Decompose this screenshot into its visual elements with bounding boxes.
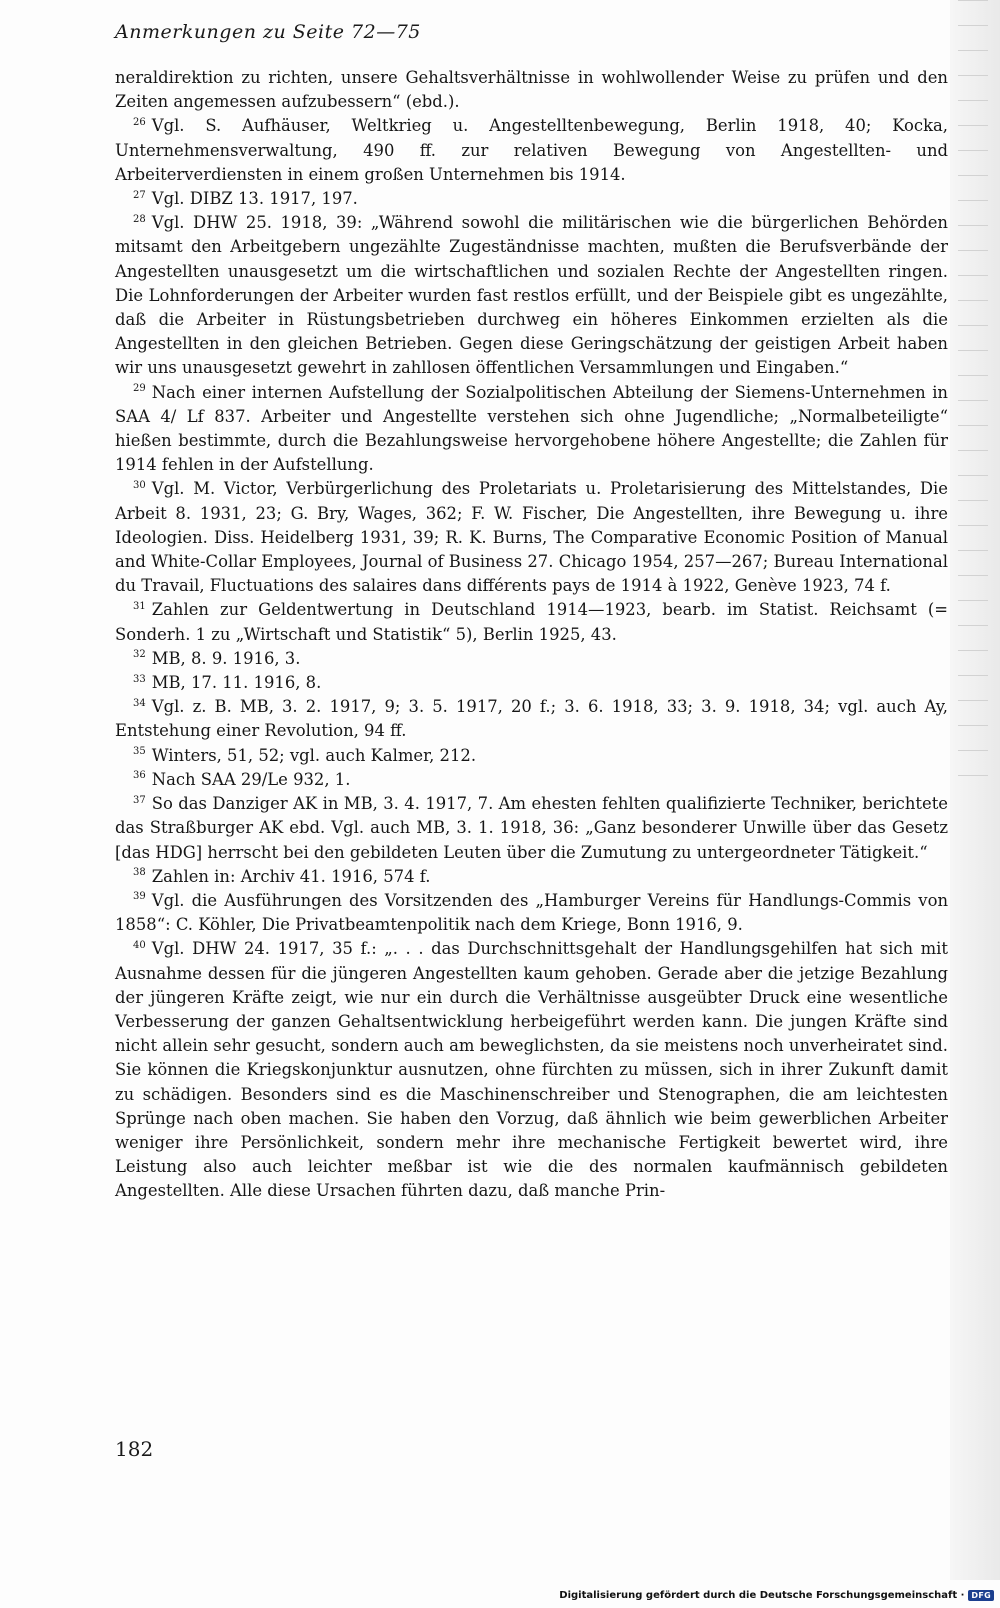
footnote-31 — [115, 598, 948, 646]
footnote-32 — [115, 647, 948, 671]
footnote-text: Zahlen in: Archiv 41. 1916, 574 f. — [151, 866, 431, 886]
footnote-37 — [115, 792, 948, 865]
footnote-text: Vgl. M. Victor, Verbürgerlichung des Proletariats u. Proletarisierung des Mittelstandes, Die Arbeit 8. 1931, 23; G. Bry, Wages, 362; F. W. Fischer, Die Angestellten, ihre Bewegung u. ihre Ideologien. Diss. Heidelberg 1931, 39; R. K. Burns, The Comparative Economic Position of Manual and White-Collar Employees, Journal of Business 27. Chicago 1954, 257—267; Bureau International du Travail, Fluctuations des salaires dans différents pays de 1914 à 1922, Genève 1923, 74 f. — [115, 479, 948, 596]
footnote-30 — [115, 477, 948, 598]
footnote-number: 37 — [133, 794, 146, 806]
footnote-number: 30 — [133, 479, 146, 491]
footnote-text: Vgl. DHW 25. 1918, 39: „Während sowohl die militärischen wie die bürgerlichen Behörden mitsamt den Arbeitgebern ungezählte Zugeständnisse machten, mußten die Berufsverbände der Angestellten unausgesetzt um die wirtschaftlichen und sozialen Rechte der Angestellten ringen. Die Lohnforderungen der Arbeiter wurden fast restlos erfüllt, und der Beispiele gibt es ungezählte, daß die Arbeiter in Rüstungsbetrieben durchweg ein höheres Einkommen erzielten als die Angestellten in den gleichen Betrieben. Gegen diese Geringschätzung der geistigen Arbeit haben wir uns unausgesetzt gewehrt in zahllosen öffentlichen Versammlungen und Eingaben.“ — [115, 213, 948, 378]
footnote-number: 34 — [133, 697, 146, 709]
footnote-number: 35 — [133, 746, 146, 758]
footnote-number: 31 — [133, 601, 146, 612]
footnote-text: Zahlen zur Geldentwertung in Deutschland 1914—1923, bearb. im Statist. Reichsamt (= Sonderh. 1 zu „Wirtschaft und Statistik“ 5), Berlin 1925, 43. — [115, 600, 948, 644]
footnote-text: Vgl. S. Aufhäuser, Weltkrieg u. Angestelltenbewegung, Berlin 1918, 40; Kocka, Unternehmensverwaltung, 490 ff. zur relativen Bewegung von Angestellten- und Arbeiterverdiensten in einem großen Unternehmen bis 1914. — [115, 116, 948, 184]
footnote-text: Nach SAA 29/Le 932, 1. — [151, 769, 351, 789]
footnote-number: 33 — [133, 673, 146, 685]
footnote-number: 26 — [133, 116, 146, 128]
footnote-number: 40 — [133, 939, 146, 951]
footnote-number: 27 — [133, 189, 146, 201]
footnote-text: So das Danziger AK in MB, 3. 4. 1917, 7. Am ehesten fehlten qualifizierte Techniker, berichtete das Straßburger AK ebd. Vgl. auch MB, 3. 1. 1918, 36: „Ganz besonderer Unwille über das Gesetz [das HDG] herrscht bei den gebildeten Leuten über die Zumutung zu untergeordneter Tätigkeit.“ — [115, 794, 948, 862]
footnote-text: Winters, 51, 52; vgl. auch Kalmer, 212. — [151, 745, 477, 765]
footnote-34 — [115, 695, 948, 743]
footnote-number: 38 — [133, 867, 146, 879]
page-number: 182 — [115, 1437, 154, 1461]
facing-page-edge — [950, 0, 1000, 1580]
footnote-39 — [115, 889, 948, 937]
footnote-26 — [115, 114, 948, 187]
footnote-text: MB, 17. 11. 1916, 8. — [151, 673, 322, 693]
running-head: Anmerkungen zu Seite 72—75 — [115, 21, 421, 43]
footnote-29 — [115, 381, 948, 478]
footnote-27 — [115, 187, 948, 211]
footnote-number: 28 — [133, 213, 146, 225]
footnote-number: 39 — [133, 891, 146, 903]
footnote-text: Nach einer internen Aufstellung der Sozialpolitischen Abteilung der Siemens-Unternehmen in SAA 4/ Lf 837. Arbeiter und Angestellte verstehen sich ohne Jugendliche; „Normalbeteiligte“ hießen bestimmte, durch die Bezahlungsweise hervorgehobene höhere Angestellte; die Zahlen für 1914 fehlen in der Aufstellung. — [115, 382, 948, 475]
footnote-number: 36 — [133, 770, 146, 782]
footer-text: Digitalisierung gefördert durch die Deutsche Forschungsgemeinschaft · — [559, 1590, 965, 1601]
footnote-number: 32 — [133, 649, 146, 661]
footnote-text: Vgl. DIBZ 13. 1917, 197. — [151, 189, 358, 209]
dfg-logo: DFG — [968, 1590, 994, 1601]
footnote-28 — [115, 211, 948, 380]
footnotes-body — [115, 66, 948, 1204]
footnote-text: Vgl. z. B. MB, 3. 2. 1917, 9; 3. 5. 1917, 20 f.; 3. 6. 1918, 33; 3. 9. 1918, 34; vgl. auch Ay, Entstehung einer Revolution, 94 ff. — [115, 697, 948, 741]
footnote-text: Vgl. die Ausführungen des Vorsitzenden des „Hamburger Vereins für Handlungs-Commis von 1858“: C. Köhler, Die Privatbeamtenpolitik nach dem Kriege, Bonn 1916, 9. — [115, 890, 948, 935]
footnote-40 — [115, 937, 948, 1203]
footnote-38 — [115, 865, 948, 889]
footnote-text: Vgl. DHW 24. 1917, 35 f.: „. . . das Durchschnittsgehalt der Handlungsgehilfen hat sich mit Ausnahme dessen für die jüngeren Angestellten kaum gehoben. Gerade aber die jetzige Bezahlung der jüngeren Kräfte zeigt, wie nur ein durch die Verhältnisse ausgeübter Druck eine wesentliche Verbesserung der ganzen Gehaltsentwicklung herbeigeführt werden kann. Die jungen Kräfte sind nicht allein sehr gesucht, sondern auch am beweglichsten, da sie meistens noch unverheiratet sind. Sie können die Kriegskonjunktur ausnutzen, ohne fürchten zu müssen, sich in ihrer Zukunft damit zu schädigen. Besonders sind es die Maschinenschreiber und Stenographen, die am leichtesten Sprünge nach oben machen. Sie haben den Vorzug, daß ähnlich wie beim gewerblichen Arbeiter weniger ihre Persönlichkeit, sondern mehr ihre mechanische Fertigkeit bewertet wird, ihre Leistung also auch leichter meßbar ist wie die des normalen kaufmännisch gebildeten Angestellten. Alle diese Ursachen führten dazu, daß manche Prin- — [115, 939, 948, 1201]
footnote-text: MB, 8. 9. 1916, 3. — [151, 648, 301, 668]
footnote-35 — [115, 744, 948, 768]
digitization-footer — [559, 1590, 994, 1601]
continuation-text: neraldirektion zu richten, unsere Gehaltsverhältnisse in wohlwollender Weise zu prüfen und den Zeiten angemessen aufzubessern“ (ebd.). — [115, 68, 948, 112]
footnote-33 — [115, 671, 948, 695]
footnote-number: 29 — [133, 383, 146, 395]
footnote-36 — [115, 768, 948, 792]
